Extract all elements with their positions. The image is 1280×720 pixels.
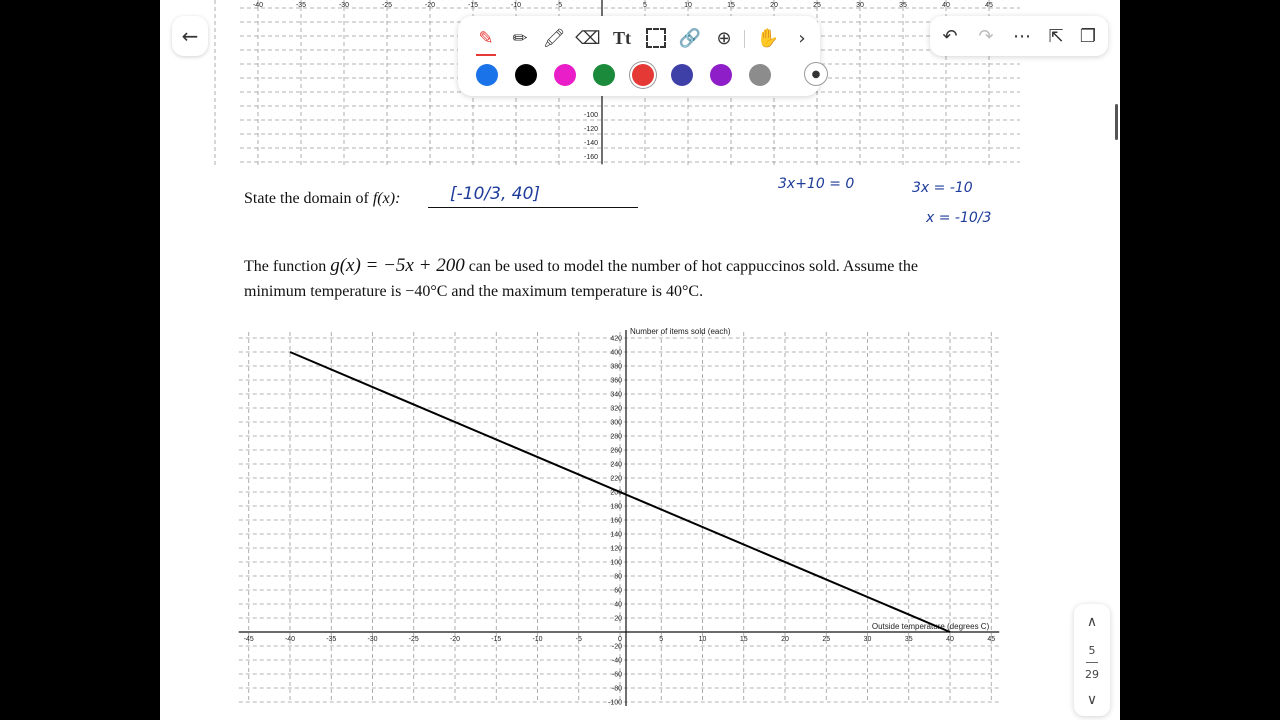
arrow-left-icon: ← <box>181 24 199 48</box>
y-tick-label: 320 <box>610 405 622 413</box>
paragraph-line-1: The function g(x) = −5x + 200 can be used to model the number of hot cappuccinos sold. Assume the <box>244 255 918 276</box>
total-pages: 29 <box>1085 668 1099 681</box>
document-page <box>160 0 1120 720</box>
x-tick-label: -25 <box>408 636 419 643</box>
x-tick-label: -15 <box>467 2 479 9</box>
x-tick-label: -25 <box>381 2 393 9</box>
main-graph <box>160 316 1120 720</box>
y-tick-label: 160 <box>610 517 622 525</box>
more-icon[interactable]: ⋯ <box>1013 25 1031 47</box>
color-swatch[interactable] <box>476 64 498 86</box>
x-tick-label: 20 <box>781 636 789 643</box>
x-tick-label: -45 <box>243 636 254 643</box>
x-tick-label: -20 <box>424 2 436 9</box>
page-up-button[interactable]: ∧ <box>1086 614 1098 630</box>
chevron-right-icon[interactable]: › <box>798 27 806 49</box>
pen-icon[interactable]: ✎ <box>472 24 500 52</box>
color-swatch[interactable] <box>593 64 615 86</box>
pages-icon[interactable]: ❐ <box>1079 25 1097 47</box>
x-axis-label: Outside temperature (degrees C) <box>871 622 990 631</box>
x-tick-label: 45 <box>985 2 993 9</box>
x-tick-label: -35 <box>295 2 307 9</box>
y-tick-label: 280 <box>610 433 622 441</box>
color-swatch[interactable] <box>710 64 732 86</box>
y-tick-label: -100 <box>583 112 598 119</box>
x-tick-label: -20 <box>449 636 461 643</box>
pencil-icon[interactable]: ✏ <box>512 27 528 49</box>
work-line-2: 3x = -10 <box>912 180 973 196</box>
x-tick-label: 45 <box>987 636 996 643</box>
work-line-1: 3x+10 = 0 <box>778 176 855 192</box>
x-tick-label: 25 <box>813 2 821 9</box>
x-tick-label: -10 <box>510 2 522 9</box>
x-tick-label: -5 <box>575 636 582 643</box>
page-down-button[interactable]: ∨ <box>1086 692 1098 708</box>
y-tick-label: 140 <box>610 531 622 539</box>
x-tick-label: -40 <box>252 2 264 9</box>
x-tick-label: 40 <box>946 636 954 643</box>
domain-prompt: State the domain of f(x): <box>244 190 401 207</box>
page-navigator <box>1074 604 1110 716</box>
y-tick-label: 360 <box>610 377 622 385</box>
export-icon[interactable]: ⇱ <box>1048 25 1064 47</box>
scrollbar-thumb[interactable] <box>1115 104 1118 140</box>
y-tick-label: -80 <box>611 685 622 693</box>
y-tick-label: 300 <box>610 419 622 427</box>
hand-icon[interactable]: ✋ <box>756 27 780 49</box>
paragraph-line-2: minimum temperature is −40°C and the maximum temperature is 40°C. <box>244 283 704 300</box>
lasso-icon[interactable] <box>642 24 670 52</box>
y-tick-label: 60 <box>614 587 622 595</box>
x-tick-label: 10 <box>684 2 692 9</box>
x-tick-label: -15 <box>491 636 502 643</box>
x-tick-label: -5 <box>555 2 563 9</box>
x-tick-label: 15 <box>739 636 748 643</box>
x-tick-label: 30 <box>856 2 864 9</box>
x-tick-label: 25 <box>822 636 831 643</box>
y-tick-label: -20 <box>611 643 622 651</box>
y-tick-label: 220 <box>610 475 622 483</box>
x-tick-label: -30 <box>367 636 378 643</box>
color-swatch[interactable] <box>632 64 654 86</box>
x-tick-label: 35 <box>899 2 907 9</box>
x-tick-label: 5 <box>643 2 647 9</box>
x-tick-label: -10 <box>532 636 543 643</box>
y-tick-label: -40 <box>611 657 622 665</box>
y-tick-label: 100 <box>610 559 622 567</box>
color-swatch[interactable] <box>671 64 693 86</box>
x-tick-label: 5 <box>659 636 664 643</box>
y-tick-label: 40 <box>614 601 622 609</box>
link-icon[interactable]: 🔗 <box>678 27 702 49</box>
toolbar-divider <box>744 30 745 48</box>
drawing-toolbar <box>458 16 820 96</box>
y-tick-label: 20 <box>614 615 622 623</box>
x-tick-label: 30 <box>863 636 872 643</box>
x-tick-label: 40 <box>942 2 950 9</box>
text-icon[interactable]: Tt <box>613 27 631 48</box>
y-tick-label: 260 <box>610 447 622 455</box>
x-tick-label: 20 <box>770 2 778 9</box>
y-tick-label: 400 <box>610 349 622 357</box>
y-tick-label: 340 <box>610 391 622 399</box>
more-colors-button[interactable]: ● <box>804 62 828 86</box>
current-page: 5 <box>1088 644 1096 657</box>
x-tick-label: -30 <box>338 2 350 9</box>
back-button[interactable] <box>172 16 208 56</box>
y-tick-label: -100 <box>607 699 622 707</box>
domain-answer-handwriting: [-10/3, 40] <box>450 184 541 204</box>
y-tick-label: -140 <box>583 140 598 147</box>
y-tick-label: 180 <box>610 503 622 511</box>
color-swatches <box>458 58 820 92</box>
x-tick-label: 0 <box>618 636 622 643</box>
work-line-3: x = -10/3 <box>926 210 992 226</box>
y-tick-label: 120 <box>610 545 622 553</box>
y-tick-label: -60 <box>611 671 622 679</box>
color-swatch[interactable] <box>749 64 771 86</box>
highlighter-icon[interactable]: 🖍 <box>542 27 566 49</box>
y-tick-label: 200 <box>610 489 622 497</box>
x-tick-label: 35 <box>904 636 913 643</box>
x-tick-label: -40 <box>284 636 296 643</box>
redo-icon[interactable]: ↷ <box>978 25 994 47</box>
right-toolbar <box>930 16 1108 56</box>
y-tick-label: -160 <box>583 154 598 161</box>
y-tick-label: 420 <box>610 335 622 343</box>
y-tick-label: 80 <box>614 573 622 581</box>
domain-answer-line <box>428 207 638 208</box>
undo-icon[interactable]: ↶ <box>942 25 958 47</box>
y-tick-label: 240 <box>610 461 622 469</box>
add-icon[interactable]: ⊕ <box>716 27 732 49</box>
eraser-icon[interactable]: ⌫ <box>575 27 601 49</box>
y-tick-label: -120 <box>583 126 598 133</box>
page-divider <box>1086 662 1098 663</box>
color-swatch[interactable] <box>554 64 576 86</box>
color-swatch[interactable] <box>515 64 537 86</box>
x-tick-label: 10 <box>698 636 707 643</box>
y-axis-label: Number of items sold (each) <box>630 327 731 336</box>
x-tick-label: -35 <box>326 636 337 643</box>
y-tick-label: 380 <box>610 363 622 371</box>
x-tick-label: 15 <box>727 2 735 9</box>
